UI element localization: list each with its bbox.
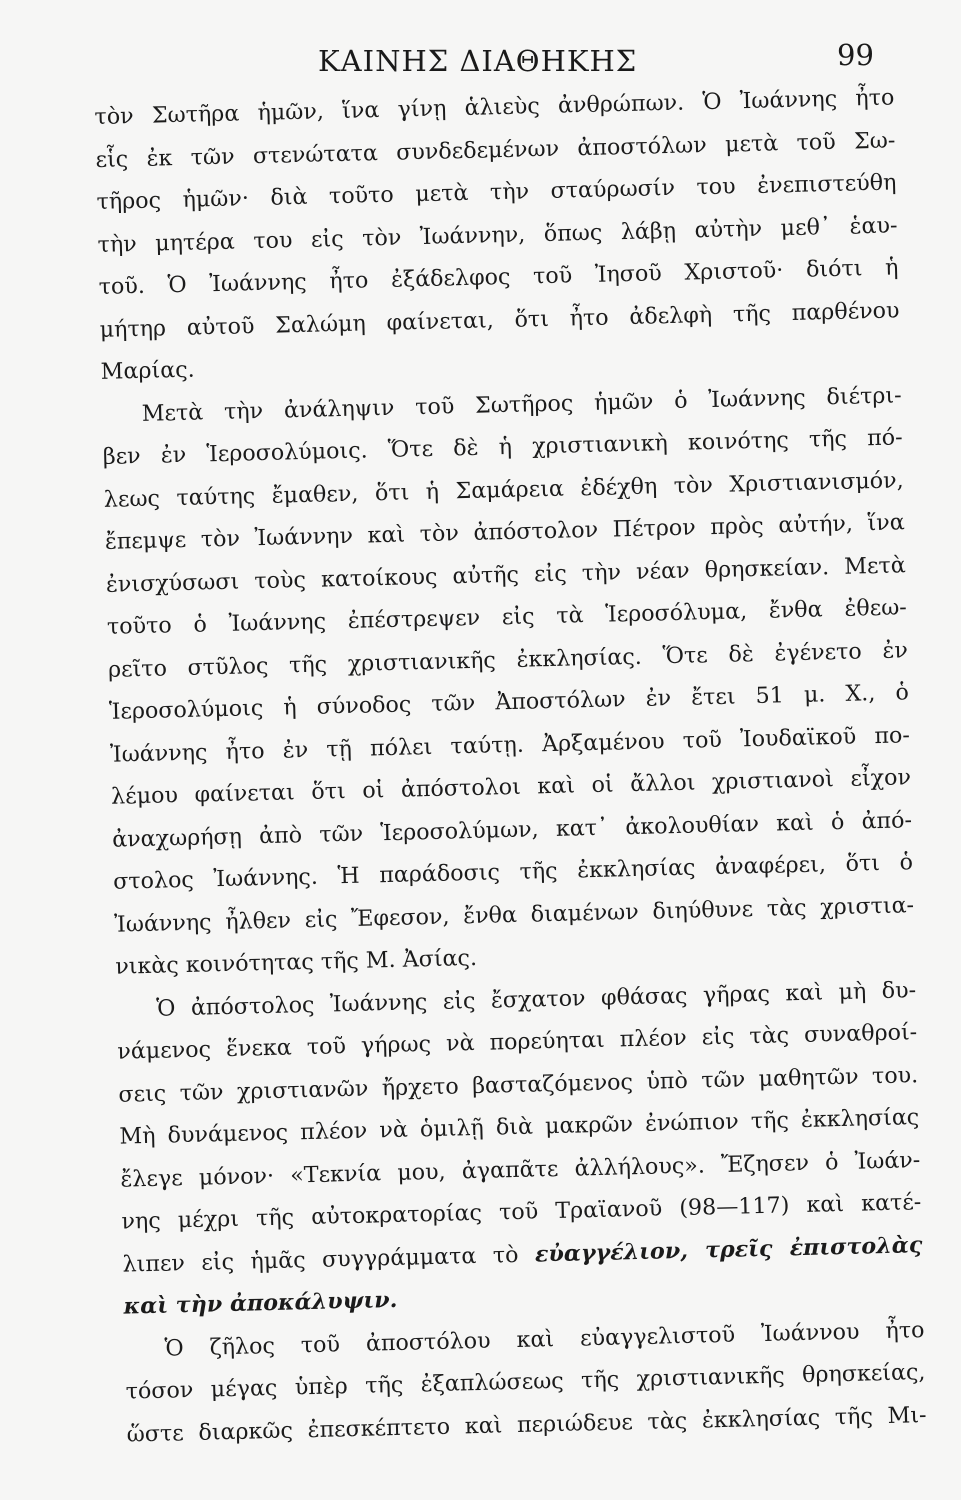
text-line: ἔλεγε μόνον· «Τεκνία μου, ἀγαπᾶτε ἀλλήλους». Ἔζησεν ὁ Ἰωάν- <box>120 1146 921 1193</box>
text-line: Μαρίας. <box>100 356 195 385</box>
text-line: ρεῖτο στῦλος τῆς χριστιανικῆς ἐκκλησίας. Ὅτε δὲ ἐγένετο ἐν <box>107 636 909 683</box>
emphasized-title: καὶ τὴν ἀποκάλυψιν. <box>123 1286 398 1320</box>
text-line: ἀναχωρήσῃ ἀπὸ τῶν Ἱεροσολύμων, κατ᾿ ἀκολουθίαν καὶ ὁ ἀπό- <box>111 806 913 853</box>
text-line: ἔπεμψε τὸν Ἰωάννην καὶ τὸν ἀπόστολον Πέτρον πρὸς αὐτήν, ἵνα <box>104 509 905 555</box>
text-line: ὥστε διαρκῶς ἐπεσκέπτετο καὶ περιώδευε τὰς ἐκκλησίας τῆς Μι- <box>126 1401 927 1448</box>
text-line: νικὰς κοινότητας τῆς Μ. Ἀσίας. <box>114 944 478 980</box>
text-line: νάμενος ἕνεκα τοῦ γήρως νὰ πορεύηται πλέον εἰς τὰς συναθροί- <box>117 1019 918 1065</box>
text-line: Ἰωάννης ἦτο ἐν τῇ πόλει ταύτῃ. Ἀρξαμένου τοῦ Ἰουδαϊκοῦ πο- <box>109 721 911 768</box>
text-line: ἐνισχύσωσι τοὺς κατοίκους αὐτῆς εἰς τὴν νέαν θρησκείαν. Μετὰ <box>105 551 907 598</box>
text-line: βεν ἐν Ἱεροσολύμοις. Ὅτε δὲ ἡ χριστιανικὴ κοινότης τῆς πό- <box>102 424 903 470</box>
text-line: τοῦ. Ὁ Ἰωάννης ἦτο ἐξάδελφος τοῦ Ἰησοῦ Χριστοῦ· διότι ἡ <box>98 254 899 300</box>
paragraph-start-line: Ὁ ζῆλος τοῦ ἀποστόλου καὶ εὐαγγελιστοῦ Ἰωάννου ἦτο <box>164 1316 925 1362</box>
running-title: ΚΑΙΝΗΣ ΔΙΑΘΗΚΗΣ <box>318 44 638 78</box>
text-line: Ἱεροσολύμοις ἡ σύνοδος τῶν Ἀποστόλων ἐν ἔτει 51 μ. Χ., ὁ <box>108 679 910 725</box>
paragraph-start-line: Ὁ ἀπόστολος Ἰωάννης εἰς ἔσχατον φθάσας γῆρας καὶ μὴ δυ- <box>155 976 917 1022</box>
page-number: 99 <box>837 38 874 72</box>
text-line: λεως ταύτης ἔμαθεν, ὅτι ἡ Σαμάρεια ἐδέχθη τὸν Χριστιανισμόν, <box>103 466 904 513</box>
text-line: τῆρος ἡμῶν· διὰ τοῦτο μετὰ τὴν σταύρωσίν του ἐνεπιστεύθη <box>96 169 897 215</box>
paragraph-start-line: Μετὰ τὴν ἀνάληψιν τοῦ Σωτῆρος ἡμῶν ὁ Ἰωάννης διέτρι- <box>141 381 902 427</box>
text-line: Ἰωάννης ἦλθεν εἰς Ἔφεσον, ἔνθα διαμένων διηύθυνε τὰς χριστια- <box>113 891 915 938</box>
text-segment: λιπεν εἰς ἡμᾶς συγγράμματα τὸ <box>122 1241 519 1278</box>
text-line: λέμου φαίνεται ὅτι οἱ ἀπόστολοι καὶ οἱ ἄλλοι χριστιανοὶ εἶχον <box>110 764 912 810</box>
text-line: μήτηρ αὐτοῦ Σαλώμη φαίνεται, ὅτι ἦτο ἀδελφὴ τῆς παρθένου <box>99 296 900 343</box>
text-line: τοῦτο ὁ Ἰωάννης ἐπέστρεψεν εἰς τὰ Ἱεροσόλυμα, ἔνθα ἐθεω- <box>106 594 908 640</box>
text-line: τόσον μέγας ὑπὲρ τῆς ἐξαπλώσεως τῆς χριστιανικῆς θρησκείας, <box>125 1359 926 1405</box>
text-line: Μὴ δυνάμενος πλέον νὰ ὁμιλῇ διὰ μακρῶν ἐνώπιον τῆς ἐκκλησίας <box>119 1104 920 1150</box>
text-line: εἷς ἐκ τῶν στενώτατα συνδεδεμένων ἀποστόλων μετὰ τοῦ Σω- <box>95 126 896 173</box>
emphasized-titles: εὐαγγέλιον, τρεῖς ἐπιστολὰς <box>534 1231 923 1268</box>
text-line: τὴν μητέρα του εἰς τὸν Ἰωάννην, ὅπως λάβῃ αὐτὴν μεθ᾿ ἑαυ- <box>97 211 898 258</box>
text-line: σεις τῶν χριστιανῶν ἤρχετο βασταζόμενος ὑπὸ τῶν μαθητῶν του. <box>118 1061 919 1108</box>
text-line: τὸν Σωτῆρα ἡμῶν, ἵνα γίνῃ ἁλιεὺς ἀνθρώπων. Ὁ Ἰωάννης ἦτο <box>94 84 895 130</box>
text-line: νης μέχρι τῆς αὐτοκρατορίας τοῦ Τραϊανοῦ (98—117) καὶ κατέ- <box>121 1189 922 1235</box>
text-line: στολος Ἰωάννης. Ἡ παράδοσις τῆς ἐκκλησίας ἀναφέρει, ὅτι ὁ <box>112 849 914 895</box>
body-text <box>94 76 927 1455</box>
